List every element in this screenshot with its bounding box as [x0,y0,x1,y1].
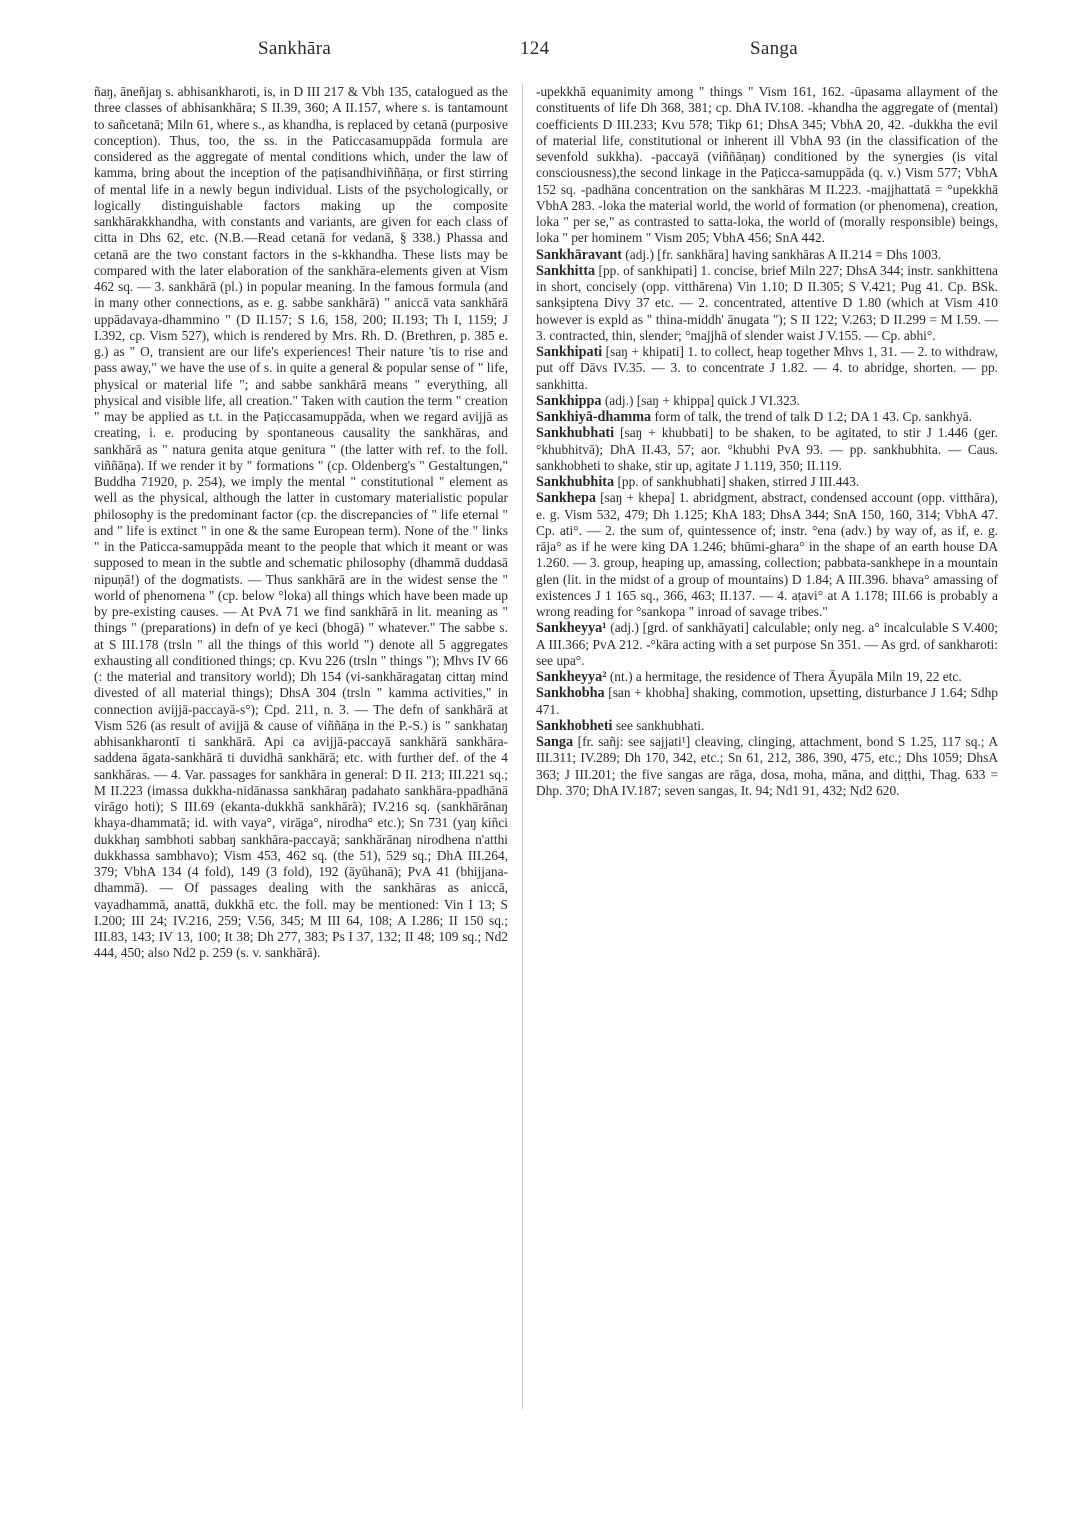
entry-definition: (adj.) [fr. sankhāra] having sankhāras A II.214 = Dhs 1003. [621,246,942,262]
entry-continuation-sankhara-compounds: -upekkhā equanimity among " things " Vism 161, 162. -ūpasama allayment of the constituents of life Dh 368, 381; cp. DhA IV.108. -khandha the aggregate of (mental) coefficients D III.233; Kvu 578; Tikp 61; DhsA 345; VbhA 20, 42. -dukkha the evil of material life, constitutional or inherent ill VbhA 93 (in the classification of the sevenfold sukkha). -paccayā (viññāṇaŋ) conditioned by the synergies (is vital consciousness),the second linkage in the Paṭicca-samuppāda (q. v.) Vism 577; VbhA 152 sq. -padhāna concentration on the sankhāras M II.223. -majjhattatā = °upekkhā VbhA 283. -loka the material world, the world of formation (or phenomena), creation, loka " per se," as contrasted to satta-loka, the world of (morally responsible) beings, loka " per hominem " Vism 205; VbhA 456; SnA 442. [536,84,998,246]
dictionary-entry [536,734,998,799]
dictionary-entry [536,718,998,734]
entry-definition: [saŋ + khubbati] to be shaken, to be agitated, to stir J 1.446 (ger. °khubhitvā); DhA II.43, 57; aor. °khubhi PvA 93. — pp. sankhubhita. — Caus. sankhobheti to shake, stir up, agitate J 1.119, 350; II.119. [536,425,998,473]
entry-headword: Sanga [536,734,574,750]
dictionary-entry [536,425,998,474]
entry-headword: Sankhepa [536,490,596,507]
running-head-left: Sankhāra [258,38,332,59]
entry-definition: [saŋ + khepa] 1. abridgment, abstract, condensed account (opp. vitthāra), e. g. Vism 532, 479; Dh 1.125; KhA 183; DhsA 344; SnA 150, 160, 314; VbhA 47. Cp. ati°. — 2. the sum of, quintessence of; instr. °ena (adv.) by way of, as if, e. g. rāja° as if he were king DA 1.246; bhūmi-ghara° in the shape of an earth house DA 1.260. — 3. group, heaping up, amassing, collection; pabbata-sankhepe in a mountain glen (lit. in the midst of a group of mountains) D 1.84; A III.396. bhava° amassing of existences J 1 165 sq., 366, 463; II.137. — 4. aṭavi° at A 1.178; III.66 is probably a wrong reading for °sankopa " inroad of savage tribes." [536,490,998,619]
dictionary-entry [536,490,998,620]
dictionary-entry [536,393,998,409]
entry-definition: [fr. sañj: see sajjati¹] cleaving, clinging, attachment, bond S 1.25, 117 sq.; A III.311; IV.289; Dh 170, 342, etc.; Sn 61, 212, 386, 390, 475, etc.; Dhs 1059; DhsA 363; J III.201; the five sangas are rāga, dosa, moha, māna, and diṭṭhi, Thag. 633 = Dhp. 370; DhA IV.187; seven sangas, It. 94; Nd1 91, 432; Nd2 620. [536,734,998,798]
entry-headword: Sankheyya¹ [536,620,607,637]
dictionary-entry [536,409,998,425]
entry-headword: Sankhipati [536,344,603,360]
dictionary-entry [536,685,998,718]
entry-headword: Sankhippa [536,392,602,409]
dictionary-entry [536,669,998,685]
entry-headword: Sankhitta [536,262,596,279]
entry-headword: Sankhubhita [536,474,615,490]
entry-headword: Sankhubhati [536,425,615,442]
entry-continuation-sankhara: ñaŋ, āneñjaŋ s. abhisankharoti, is, in D III 217 & Vbh 135, catalogued as the three classes of abhisankhāra; S II.39, 360; A II.157, where s. is tantamount to sañcetanā; Miln 61, where s., as khandha, is replaced by cetanā (purposive conception). Thus, too, the ss. in the Paticcasamuppāda formula are considered as the aggregate of mental conditions which, under the law of kamma, bring about the inception of the paṭisandhiviññāṇa, or first stirring of mental life in a newly begun individual. Lists of the psychologically, or logically distinguishable factors making up the composite sankhārakkhandha, with constants and variants, are given for each class of citta in Dhs 62, etc. (N.B.—Read cetanā for vedanā, § 338.) Phassa and cetanā are the two constant factors in the s-kkhandha. These lists may be compared with the later elaboration of the sankhāra-elements given at Vism 462 sq. — 3. sankhārā (pl.) in popular meaning. In the famous formula (and in many other connections, as e. g. sabbe sankhārā) " aniccā vata sankhārā uppādavaya-dhammino " (D II.157; S I.6, 158, 200; II.193; Th I, 1159; J I.392, cp. Vism 527), which is rendered by Mrs. Rh. D. (Brethren, p. 385 e. g.) as " O, transient are our life's experiences! Their nature 'tis to rise and pass away," we have the use of s. in quite a general & popular sense of " life, physical or material life "; and sabbe sankhārā means " everything, all physical and visible life, all creation." Taken with caution the term " creation " may be applied as t.t. in the Paṭiccasamuppāda, when we regard avijjā as creating, i. e. producing by spontaneous causality the sankhāras, and sankhārā as " natura genita atque genitura " (the latter with ref. to the foll. viññāṇa). If we render it by " formations " (cp. Oldenberg's " Gestaltungen," Buddha 71920, p. 254), we imply the mental " constitutional " element as well as the physical, although the latter in customary materialistic popular philosophy is the predominant factor (cp. the discrepancies of " life eternal " and " life is extinct " in one & the same European term). None of the " links " in the Paticca-samuppāda meant to the people that which it meant or was supposed to mean in the subtle and schematic philosophy (dhammā duddasā nipuṇā!) of the dogmatists. — Thus sankhārā are in the widest sense the " world of phenomena " (cp. below °loka) all things which have been made up by pre-existing causes. — At PvA 71 we find sankhārā in lit. meaning as " things " (preparations) in defn of ye keci (bhogā) " whatever." The sabbe s. at S III.178 (trsln " all the things of this world ") denote all 5 aggregates exhausting all conditioned things; cp. Kvu 226 (trsln " things "); Mhvs IV 66 (: the material and transitory world); Dh 154 (vi-sankhāragataŋ cittaŋ mind divested of all material things); DhsA 304 (trsln " kamma activities," in connection avijjā-paccayā-s°); Cpd. 211, n. 3. — The defn of sankhārā at Vism 526 (as result of avijjā & cause of viññāṇa in the P.-S.) is " sankhataŋ abhisankharontī ti sankhārā. Api ca avijjā-paccayā sankhārā sankhāra-saddena āgata-sankhārā ti duvidhā sankhārā; etc. with further def. of the 4 sankhāras. — 4. Var. passages for sankhāra in general: D II. 213; III.221 sq.; M II.223 (imassa dukkha-nidānassa sankhāraŋ padahato sankhāra-ppadhānā virāgo hoti); S III.69 (ekanta-dukkhā sankhārā); IV.216 sq. (sankhārānaŋ khaya-dhammatā; id. with vaya°, virāga°, nirodha° etc.); Sn 731 (yaŋ kiñci dukkhaŋ sambhoti sabbaŋ sankhāra-paccayā; sankhārānaŋ nirodhena n'atthi dukkhassa sambhavo); Vism 453, 462 sq. (the 51), 529 sq.; DhA III.264, 379; VbhA 134 (4 fold), 149 (3 fold), 192 (āyūhanā); PvA 41 (bhijjana-dhammā). — Of passages dealing with the sankhāras as aniccā, vayadhammā, anattā, dukkhā etc. the foll. may be mentioned: Vin I 13; S I.200; III 24; IV.216, 259; V.56, 345; M III 64, 108; A I.286; II 150 sq.; III.83, 143; IV 13, 100; It 38; Dh 277, 383; Ps I 37, 132; II 48; 109 sq.; Nd2 444, 450; also Nd2 p. 259 (s. v. sankhārā). [94,84,508,961]
column-divider [522,84,523,1409]
entry-definition: (adj.) [grd. of sankhāyati] calculable; only neg. a° incalculable S V.400; A III.366; PvA 212. -°kāra acting with a set purpose Sn 351. — As grd. of sankharoti: see upa°. [536,620,998,668]
entry-headword: Sankhobha [536,685,605,702]
dictionary-entry [536,474,998,490]
entry-definition: form of talk, the trend of talk D 1.2; DA 1 43. Cp. sankhyā. [651,409,973,424]
dictionary-entry [536,263,998,344]
dictionary-entry [536,247,998,263]
entry-headword: Sankhāravant [536,246,622,263]
entry-headword: Sankheyya² [536,669,607,685]
dictionary-entry [536,344,998,393]
entry-headword: Sankhiyā-dhamma [536,409,652,425]
entry-definition: [san + khobha] shaking, commotion, upsetting, disturbance J 1.64; Sdhp 471. [536,685,998,717]
page-number: 124 [520,38,550,59]
entry-list [536,247,998,800]
right-column [536,84,998,799]
entry-definition: [pp. of sankhubhati] shaken, stirred J III.443. [614,474,860,489]
entry-definition: see sankhubhati. [612,717,705,733]
entry-definition: (nt.) a hermitage, the residence of Thera Āyupāla Miln 19, 22 etc. [606,669,962,684]
entry-headword: Sankhobheti [536,717,613,734]
entry-definition: [saŋ + khipati] 1. to collect, heap together Mhvs 1, 31. — 2. to withdraw, put off Dāvs IV.35. — 3. to concentrate J 1.82. — 4. to abridge, shorten. — pp. sankhitta. [536,344,998,392]
entry-definition: [pp. of sankhipati] 1. concise, brief Miln 227; DhsA 344; instr. sankhittena in short, concisely (opp. vitthārena) Vin 1.10; D II.305; S V.421; Pug 41. Cp. BSk. sankṣiptena Divy 37 etc. — 2. concentrated, attentive D 1.80 (which at Vism 410 however is expld as " thina-middh' ānugata "); S II 122; V.263; D II.299 = M I.59. — 3. contracted, thin, slender; °majjhā of slender waist J V.155. — Cp. abhi°. [536,262,998,343]
dictionary-entry [536,620,998,669]
entry-definition: (adj.) [saŋ + khippa] quick J VI.323. [601,392,800,408]
left-column [94,84,508,962]
running-head-right: Sanga [750,38,798,59]
